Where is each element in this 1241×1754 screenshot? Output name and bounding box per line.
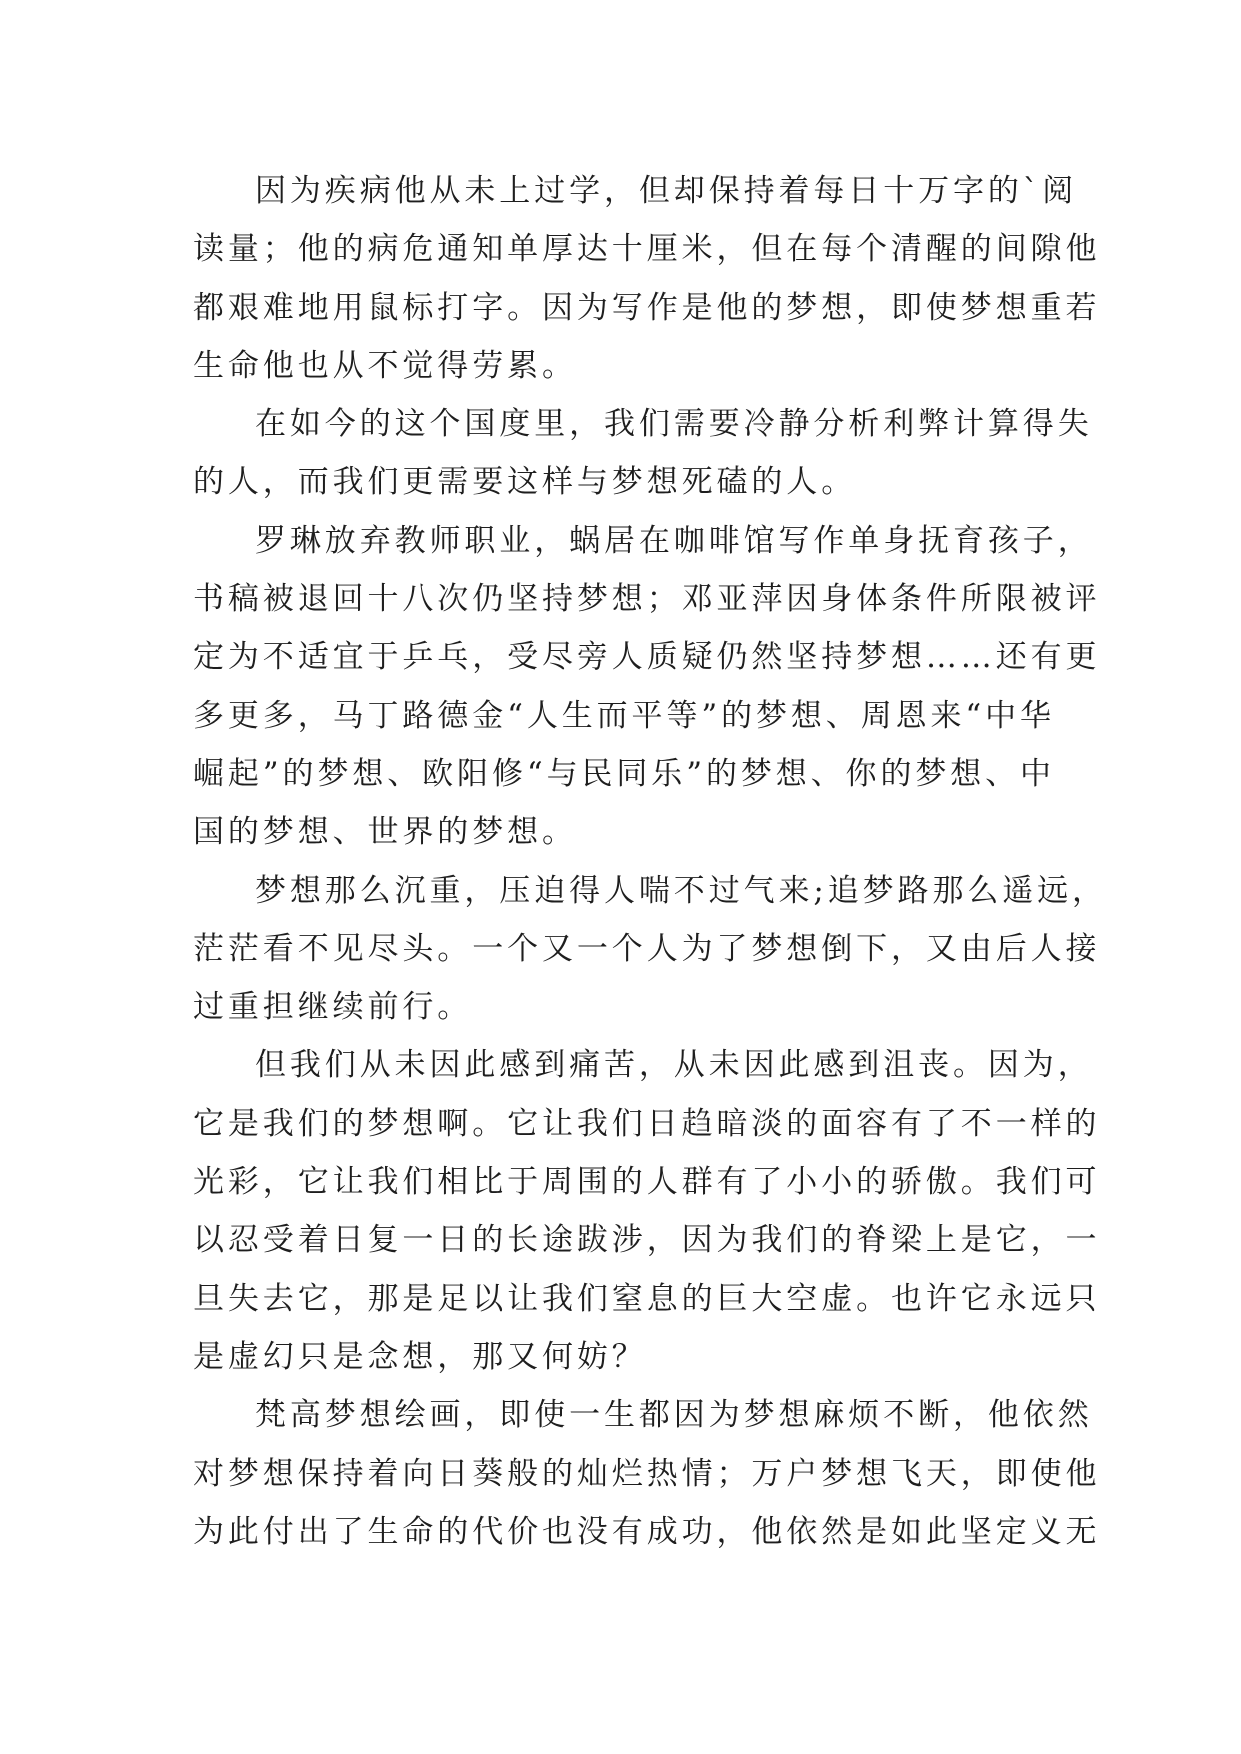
text-line: 在如今的这个国度里，我们需要冷静分析利弊计算得失 — [255, 406, 1093, 443]
text-line: 以忍受着日复一日的长途跋涉，因为我们的脊梁上是它，一 — [193, 1222, 1101, 1259]
text-line: 生命他也从不觉得劳累。 — [193, 347, 577, 384]
text-line: 过重担继续前行。 — [193, 989, 473, 1026]
text-line: 都艰难地用鼠标打字。因为写作是他的梦想，即使梦想重若 — [193, 289, 1101, 326]
text-line: 对梦想保持着向日葵般的灿烂热情；万户梦想飞天，即使他 — [193, 1455, 1101, 1492]
text-line: 读量；他的病危通知单厚达十厘米，但在每个清醒的间隙他 — [193, 231, 1101, 268]
text-line: 罗琳放弃教师职业，蜗居在咖啡馆写作单身抚育孩子， — [255, 522, 1093, 559]
text-line: 梵高梦想绘画，即使一生都因为梦想麻烦不断，他依然 — [255, 1397, 1093, 1434]
text-line: 国的梦想、世界的梦想。 — [193, 814, 577, 851]
paragraph-3 — [193, 512, 1101, 862]
text-line: 它是我们的梦想啊。它让我们日趋暗淡的面容有了不一样的 — [193, 1105, 1101, 1142]
paragraph-6 — [193, 1386, 1101, 1561]
text-line: 是虚幻只是念想，那又何妨？ — [193, 1338, 647, 1375]
text-line: 梦想那么沉重，压迫得人喘不过气来;追梦路那么遥远， — [255, 872, 1107, 909]
text-line: 为此付出了生命的代价也没有成功，他依然是如此坚定义无 — [193, 1513, 1101, 1550]
paragraph-4 — [193, 862, 1107, 1037]
document-body — [193, 162, 1107, 1561]
paragraph-2 — [193, 395, 1093, 512]
text-line: 多更多，马丁路德金“人生而平等”的梦想、周恩来“中华 — [193, 697, 1055, 734]
text-line: 书稿被退回十八次仍坚持梦想；邓亚萍因身体条件所限被评 — [193, 581, 1101, 618]
text-line: 崛起”的梦想、欧阳修“与民同乐”的梦想、你的梦想、中 — [193, 755, 1055, 792]
text-line: 因为疾病他从未上过学，但却保持着每日十万字的`阅 — [255, 173, 1078, 209]
paragraph-1 — [193, 162, 1101, 395]
text-line: 旦失去它，那是足以让我们窒息的巨大空虚。也许它永远只 — [193, 1280, 1101, 1317]
text-line: 的人，而我们更需要这样与梦想死磕的人。 — [193, 464, 857, 501]
text-line: 茫茫看不见尽头。一个又一个人为了梦想倒下，又由后人接 — [193, 930, 1101, 967]
text-line: 光彩，它让我们相比于周围的人群有了小小的骄傲。我们可 — [193, 1164, 1101, 1201]
paragraph-5 — [193, 1036, 1101, 1386]
text-line: 但我们从未因此感到痛苦，从未因此感到沮丧。因为， — [255, 1047, 1093, 1084]
text-line: 定为不适宜于乒乓，受尽旁人质疑仍然坚持梦想……还有更 — [193, 639, 1101, 676]
